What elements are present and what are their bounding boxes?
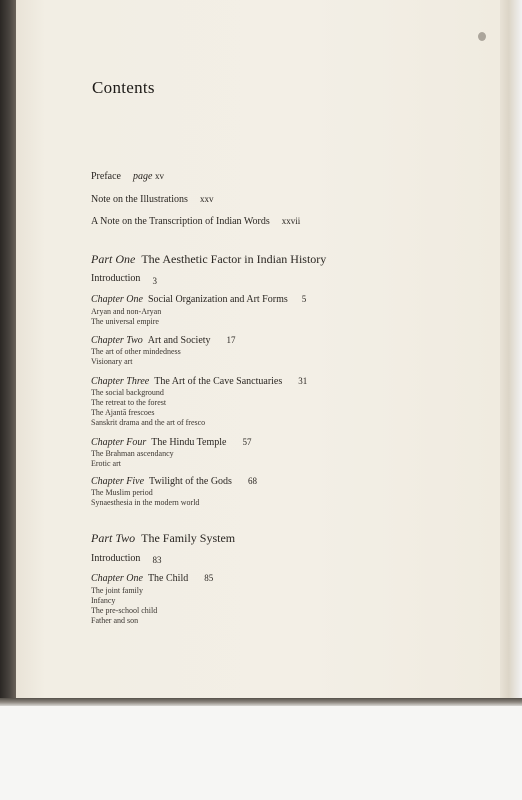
page-number: 57 [242,437,252,447]
toc-subentry: Synaesthesia in the modern world [91,498,200,507]
chapter-label: Chapter Three [91,376,150,387]
paper-spot [478,32,486,41]
toc-chapter [91,573,213,584]
toc-subentry: Father and son [91,616,139,625]
entry-label: Note on the Illustrations [91,194,188,205]
toc-subentry: The universal empire [91,317,159,326]
chapter-title: The Hindu Temple [151,437,227,448]
page-number: 17 [226,335,236,345]
chapter-label: Chapter Two [91,335,143,346]
toc-subentry: The art of other mindedness [91,347,181,356]
toc-chapter [91,376,307,387]
page-number: 68 [247,476,257,486]
toc-entry-illustrations [91,194,213,205]
part-two-heading [91,531,235,546]
entry-label: A Note on the Transcription of Indian Words [91,216,270,227]
page-right-edge [500,0,522,700]
toc-subentry: The joint family [91,586,143,595]
chapter-title: Social Organization and Art Forms [147,294,288,305]
toc-subentry: The Brahman ascendancy [91,449,174,458]
toc-subentry: The pre-school child [91,606,158,615]
chapter-label: Chapter Five [91,476,145,487]
toc-subentry: Visionary art [91,357,133,366]
toc-subentry: The Muslim period [91,488,153,497]
page-number: 31 [298,376,308,386]
toc-chapter [91,437,252,448]
toc-subentry: Erotic art [91,459,121,468]
toc-subentry: The Ajantā frescoes [91,408,155,417]
entry-label: Preface [91,171,121,182]
page-prefix: page [132,171,153,182]
chapter-label: Chapter Four [91,437,147,448]
chapter-title: The Art of the Cave Sanctuaries [154,376,283,387]
part-title: The Family System [141,531,236,545]
toc-entry-intro [91,553,161,564]
entry-label: Introduction [91,273,141,284]
page-number: 85 [204,573,214,583]
toc-chapter [91,294,306,305]
toc-subentry: The social background [91,388,164,397]
part-label: Part Two [91,531,136,545]
page-number: xxv [199,194,214,204]
chapter-title: The Child [147,573,189,584]
chapter-label: Chapter One [91,294,143,305]
book-page [16,0,502,700]
toc-subentry: The retreat to the forest [91,398,167,407]
toc-chapter [91,476,257,487]
toc-entry-intro [91,273,157,284]
part-title: The Aesthetic Factor in Indian History [141,252,327,266]
toc-subentry: Infancy [91,596,116,605]
toc-entry-preface [91,171,164,182]
part-one-heading [91,252,326,267]
contents-heading: Contents [92,78,155,97]
entry-label: Introduction [91,553,141,564]
page-number: xxvii [281,216,301,226]
page-number: 83 [152,555,162,565]
page-number: xv [154,171,164,181]
chapter-title: Art and Society [147,335,211,346]
part-label: Part One [91,252,136,266]
toc-subentry: Aryan and non-Aryan [91,307,162,316]
page-number: 3 [152,276,157,286]
page-number: 5 [301,294,307,304]
toc-subentry: Sanskrit drama and the art of fresco [91,418,206,427]
book-binding-edge [0,0,16,700]
toc-entry-transcription [91,216,300,227]
chapter-label: Chapter One [91,573,143,584]
toc-chapter [91,335,236,346]
chapter-title: Twilight of the Gods [149,476,232,487]
page-bottom-edge [0,698,522,706]
